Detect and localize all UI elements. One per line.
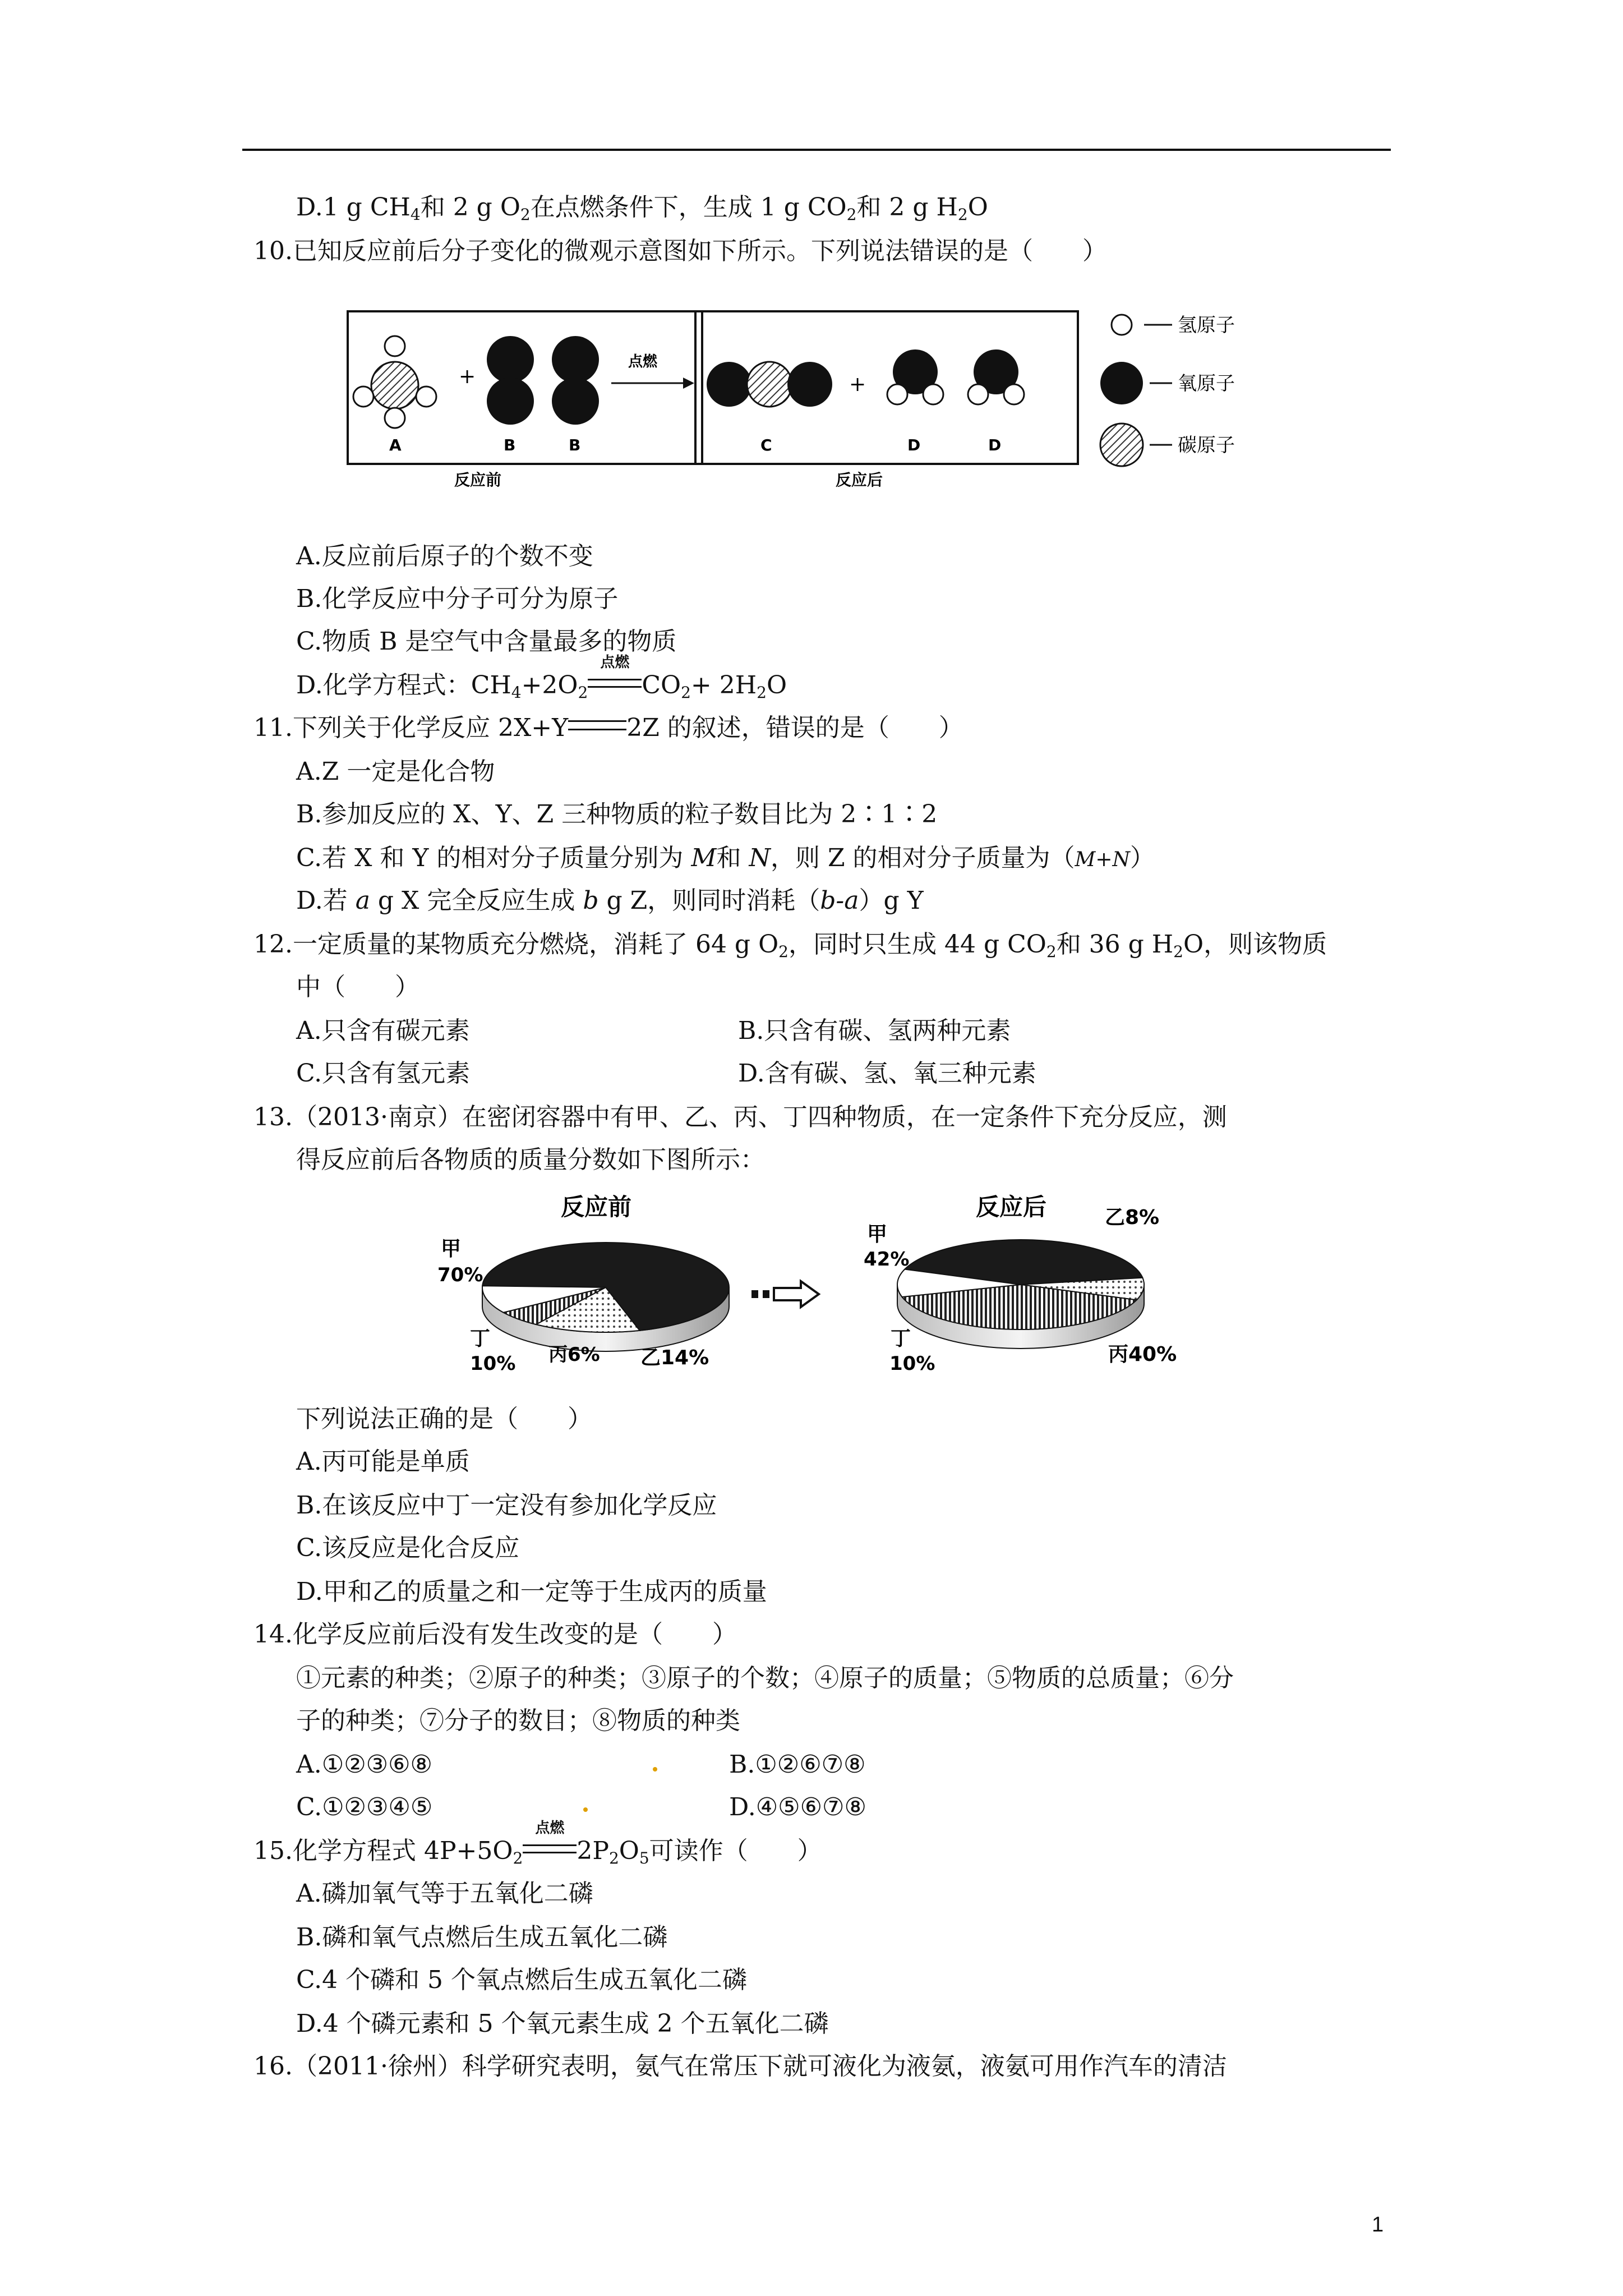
q11-option-b: B.参加反应的 X、Y、Z 三种物质的粒子数目比为 2∶1∶2	[296, 800, 938, 829]
pie-after-ding-pct: 10%	[889, 1352, 935, 1375]
after-caption: 反应后	[836, 471, 883, 489]
q12-option-d: D.含有碳、氢、氧三种元素	[738, 1059, 1036, 1088]
q16-stem: 16.（2011·徐州）科学研究表明，氨气在常压下就可液化为液氨，液氨可用作汽车的清洁	[253, 2052, 1227, 2081]
pie-before-title: 反应前	[561, 1193, 632, 1221]
q12-stem: 12.一定质量的某物质充分燃烧，消耗了 64 g $O_2$，同时只生成 44 g $CO_2$和 36 g $H_2O$，则该物质	[253, 930, 1327, 961]
q11-option-c: C.若 X 和 Y 的相对分子质量分别为 M和 N，则 Z 的相对分子质量为（M+N）	[296, 844, 1155, 872]
pie-after-ding-name: 丁	[891, 1327, 911, 1350]
before-caption: 反应前	[454, 471, 502, 489]
pie-before-ding-pct: 10%	[470, 1352, 516, 1375]
q13-question: 下列说法正确的是（ ）	[296, 1405, 592, 1433]
q13-option-c: C.该反应是化合反应	[296, 1534, 520, 1562]
q14-list-line1: ①元素的种类；②原子的种类；③原子的个数；④原子的质量；⑤物质的总质量；⑥分	[296, 1664, 1234, 1692]
label-b1: B	[504, 436, 516, 454]
pie-after-bing: 丙40%	[1108, 1343, 1177, 1366]
legend-oxygen: 氧原子	[1178, 372, 1235, 395]
stray-mark	[653, 1767, 657, 1772]
q14-option-a: A.①②③⑥⑧	[296, 1750, 432, 1779]
pie-charts-figure	[437, 1189, 1189, 1380]
pie-before-jia-pct: 70%	[437, 1264, 483, 1286]
q12-option-b: B.只含有碳、氢两种元素	[738, 1016, 1011, 1045]
arrow-label: 点燃	[628, 353, 658, 370]
q15-option-c: C.4 个磷和 5 个氧点燃后生成五氧化二磷	[296, 1966, 748, 1994]
q11-stem: 11.下列关于化学反应 2X+Y 2Z 的叙述，错误的是（ ）	[253, 714, 963, 742]
q14-list-line2: 子的种类；⑦分子的数目；⑧物质的种类	[296, 1706, 740, 1735]
q13-option-d: D.甲和乙的质量之和一定等于生成丙的质量	[296, 1577, 767, 1606]
molecule-diagram	[336, 300, 1312, 502]
q11-option-d: D.若 a g X 完全反应生成 b g Z，则同时消耗（b-a）g Y	[296, 886, 924, 915]
q10-option-a: A.反应前后原子的个数不变	[296, 542, 593, 570]
q11-option-a: A.Z 一定是化合物	[296, 757, 495, 786]
q10-option-c: C.物质 B 是空气中含量最多的物质	[296, 627, 677, 656]
label-d2: D	[988, 436, 1002, 454]
condition-label: 点燃	[600, 654, 630, 671]
q10-option-d: D.化学方程式：$CH_4+2O_2$ 点燃 $CO_2+ 2H_2O$	[296, 654, 787, 702]
page-number: 1	[1372, 2213, 1384, 2237]
molecule-d-h2o-2	[968, 349, 1024, 404]
q14-option-c: C.①②③④⑤	[296, 1793, 433, 1821]
molecule-b-o2-2	[552, 336, 599, 425]
legend-hydrogen: 氢原子	[1178, 314, 1235, 337]
condition-label: 点燃	[535, 1820, 565, 1837]
pie-before-jia-name: 甲	[441, 1237, 462, 1260]
q12-stem-cont: 中（ ）	[296, 973, 419, 1001]
legend	[1100, 314, 1235, 466]
pie-after-yi: 乙8%	[1105, 1206, 1160, 1229]
header-rule	[242, 149, 1391, 151]
pie-before-bing: 丙6%	[548, 1343, 600, 1366]
legend-carbon: 碳原子	[1178, 434, 1235, 457]
molecule-d-h2o-1	[887, 349, 943, 404]
svg-text:+: +	[849, 373, 866, 396]
pie-after-jia-name: 甲	[867, 1223, 888, 1246]
label-a: A	[389, 436, 402, 454]
pie-before	[482, 1243, 729, 1351]
label-b2: B	[569, 436, 581, 454]
molecule-a-ch4	[353, 336, 436, 428]
q10-option-b: B.化学反应中分子可分为原子	[296, 585, 619, 613]
pie-after-title: 反应后	[976, 1193, 1047, 1221]
q14-stem: 14.化学反应前后没有发生改变的是（ ）	[253, 1620, 737, 1649]
q12-option-a: A.只含有碳元素	[296, 1016, 470, 1045]
label-c: C	[760, 436, 772, 454]
q10-stem: 10.已知反应前后分子变化的微观示意图如下所示。下列说法错误的是（ ）	[253, 237, 1107, 265]
pie-before-ding-name: 丁	[470, 1327, 491, 1350]
q15-option-b: B.磷和氧气点燃后生成五氧化二磷	[296, 1923, 668, 1952]
q13-stem: 13.（2013·南京）在密闭容器中有甲、乙、丙、丁四种物质，在一定条件下充分反应，测	[253, 1103, 1227, 1131]
q15-stem: 15.化学方程式 $4P+5O_2$ 点燃 $2P_2O_5$可读作（ ）	[253, 1820, 822, 1867]
q13-option-b: B.在该反应中丁一定没有参加化学反应	[296, 1491, 717, 1520]
molecule-c-co2	[707, 362, 832, 407]
label-d1: D	[907, 436, 921, 454]
q9-option-d: D.1 g $CH_4$和 2 g $O_2$在点燃条件下，生成 1 g $CO_2$和 2 g $H_2O$	[296, 193, 988, 224]
stray-mark	[583, 1807, 588, 1812]
transition-arrow	[751, 1281, 819, 1307]
q14-option-b: B.①②⑥⑦⑧	[729, 1750, 866, 1779]
q15-option-d: D.4 个磷元素和 5 个氧元素生成 2 个五氧化二磷	[296, 2009, 829, 2038]
q12-option-c: C.只含有氢元素	[296, 1059, 471, 1088]
svg-text:+: +	[459, 365, 476, 388]
pie-after	[897, 1240, 1144, 1349]
q13-option-a: A.丙可能是单质	[296, 1447, 470, 1476]
q14-option-d: D.④⑤⑥⑦⑧	[729, 1793, 866, 1821]
pie-after-jia-pct: 42%	[864, 1248, 910, 1271]
q13-stem-cont: 得反应前后各物质的质量分数如下图所示：	[296, 1145, 765, 1174]
molecule-b-o2-1	[487, 336, 534, 425]
pie-before-yi: 乙14%	[640, 1346, 709, 1369]
q15-option-a: A.磷加氧气等于五氧化二磷	[296, 1879, 593, 1908]
